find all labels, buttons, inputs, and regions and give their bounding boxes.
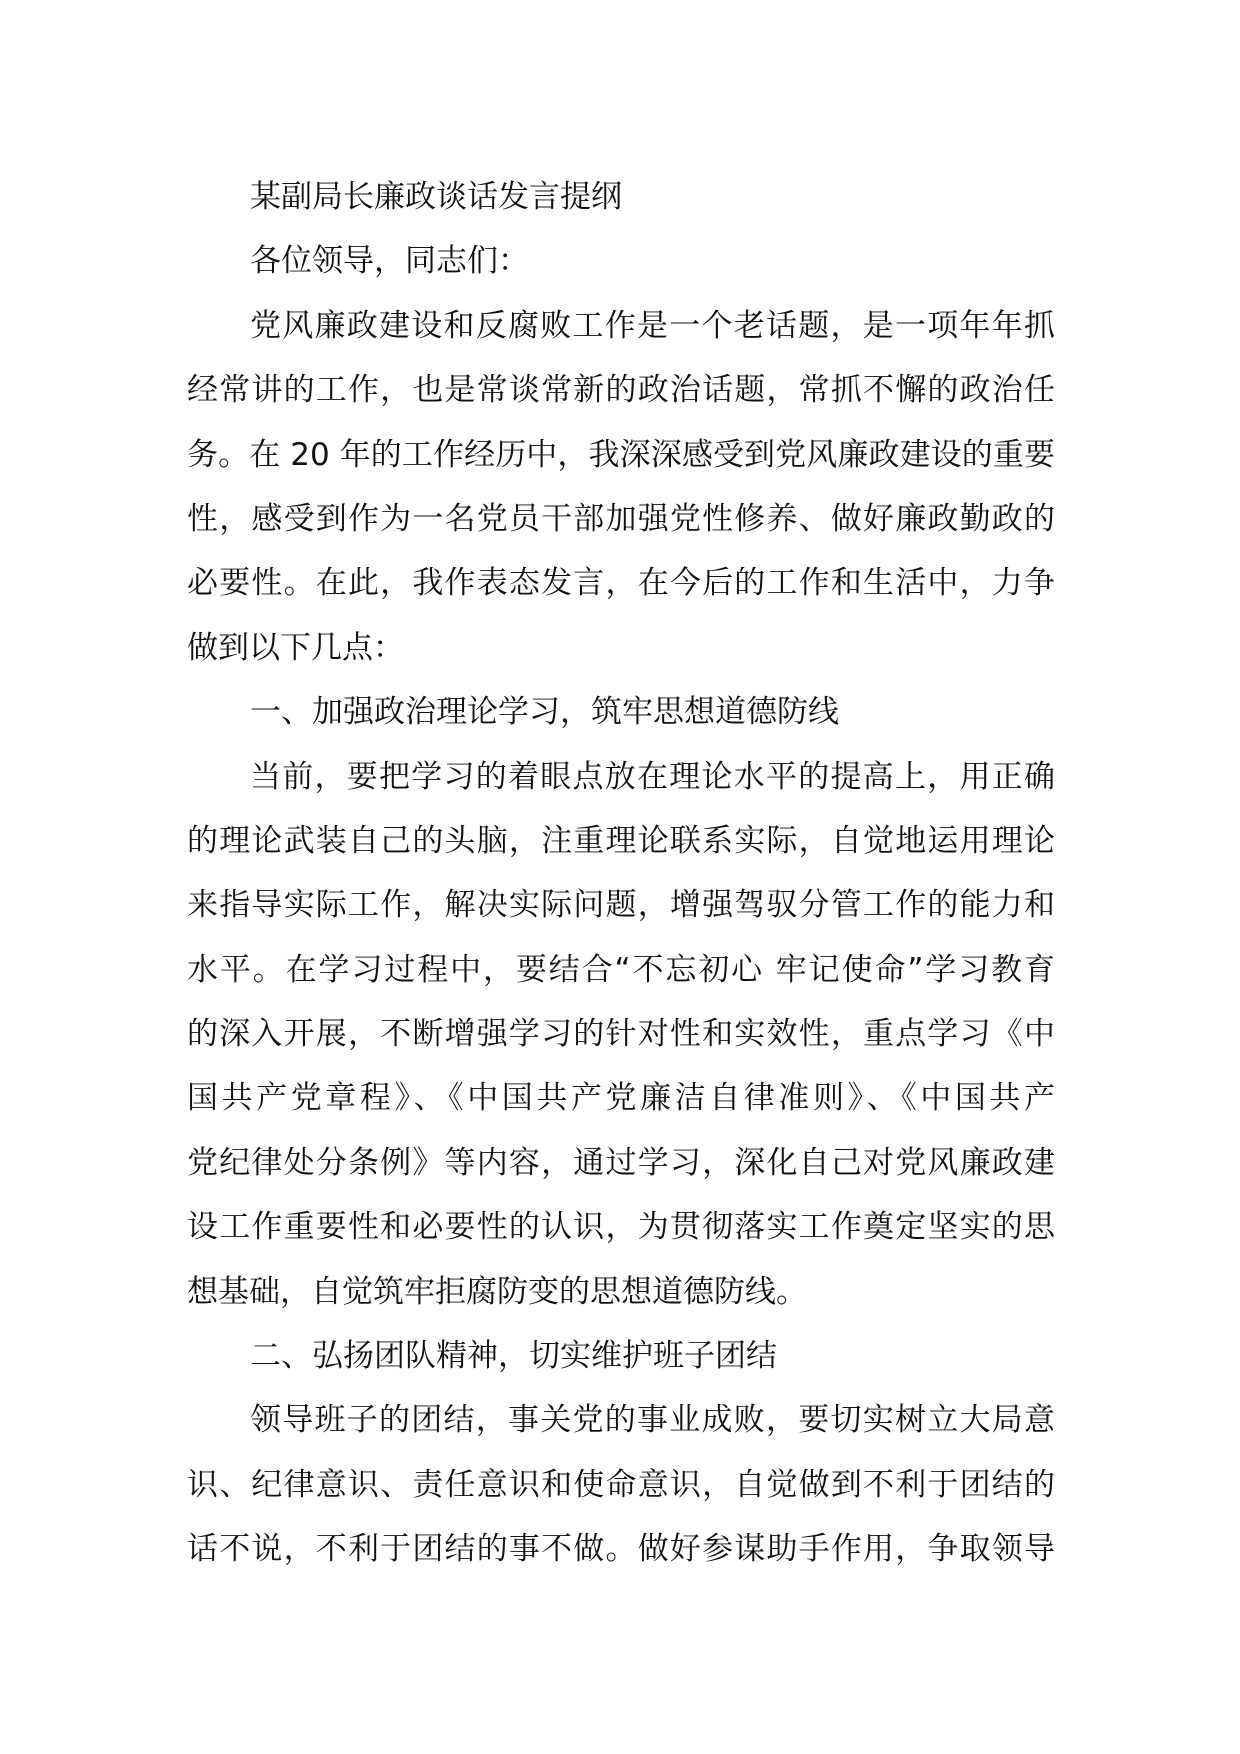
paragraph-line: 水平。在学习过程中，要结合“不忘初心 牢记使命”学习教育 [187,951,1055,988]
paragraph-line: 领导班子的团结，事关党的事业成败，要切实树立大局意 [250,1402,1055,1439]
document-title: 某副局长廉政谈话发言提纲 [250,179,622,215]
section-heading: 一、加强政治理论学习，筑牢思想道德防线 [250,694,839,731]
paragraph-line: 的理论武装自己的头脑，注重理论联系实际，自觉地运用理论 [187,822,1055,859]
paragraph-line: 来指导实际工作，解决实际问题，增强驾驭分管工作的能力和 [187,887,1055,924]
paragraph-line: 必要性。在此，我作表态发言，在今后的工作和生活中，力争 [187,565,1055,602]
salutation: 各位领导，同志们： [250,243,529,280]
paragraph-line: 做到以下几点： [187,629,404,666]
paragraph-line: 话不说，不利于团结的事不做。做好参谋助手作用，争取领导 [187,1531,1055,1568]
paragraph-line: 性，感受到作为一名党员干部加强党性修养、做好廉政勤政的 [187,500,1055,537]
paragraph-line: 的深入开展，不断增强学习的针对性和实效性，重点学习《中 [187,1016,1055,1053]
paragraph-line: 党纪律处分条例》等内容，通过学习，深化自己对党风廉政建 [187,1144,1055,1181]
paragraph-line: 国共产党章程》、《中国共产党廉洁自律准则》、《中国共产 [187,1080,1055,1117]
paragraph-line: 识、纪律意识、责任意识和使命意识，自觉做到不利于团结的 [187,1466,1055,1503]
document-body [187,165,1055,1582]
paragraph-line: 党风廉政建设和反腐败工作是一个老话题，是一项年年抓 [250,307,1055,344]
paragraph-line: 当前，要把学习的着眼点放在理论水平的提高上，用正确 [250,758,1055,795]
section-heading: 二、弘扬团队精神，切实维护班子团结 [250,1338,777,1375]
paragraph-line: 务。在 20 年的工作经历中，我深深感受到党风廉政建设的重要 [187,436,1055,473]
paragraph-line: 想基础，自觉筑牢拒腐防变的思想道德防线。 [187,1273,807,1310]
paragraph-line: 设工作重要性和必要性的认识，为贯彻落实工作奠定坚实的思 [187,1209,1055,1246]
paragraph-line: 经常讲的工作，也是常谈常新的政治话题，常抓不懈的政治任 [187,372,1055,409]
